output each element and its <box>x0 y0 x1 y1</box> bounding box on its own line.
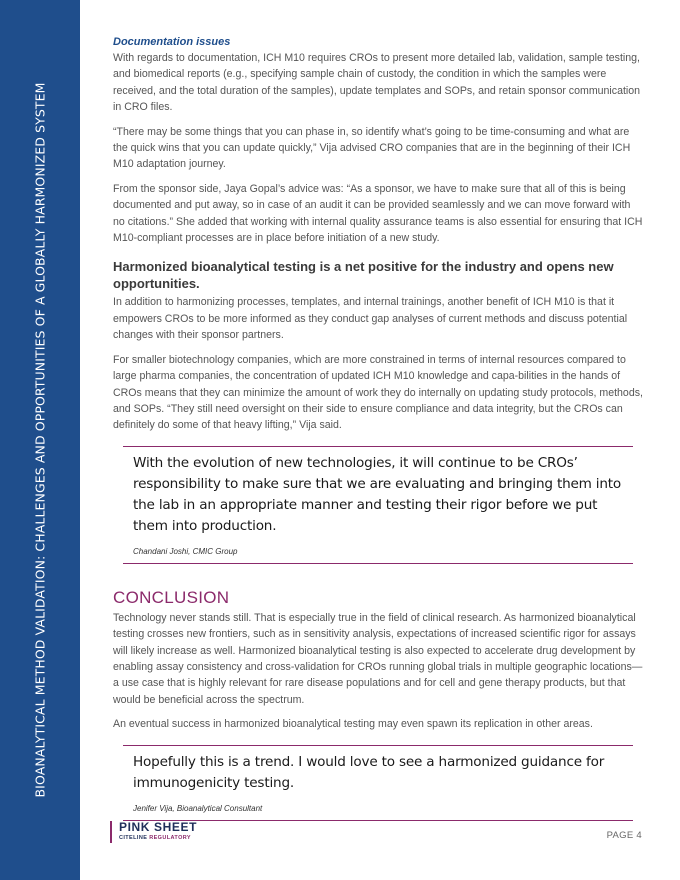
conclusion-heading: CONCLUSION <box>113 587 230 607</box>
documentation-paragraph-3: From the sponsor side, Jaya Gopal’s advice was: “As a sponsor, we have to make sure that all of this is being documented and put away, so in case of an audit it can be provided seamlessly and we can move forward with no citations.” She added that working with internal quality assurance teams is also essential for ensuring that ICH M10-compliant processes are in place before initiation of a new study. <box>113 182 643 245</box>
harmonized-paragraph-2: For smaller biotechnology companies, which are more constrained in terms of internal resources compared to large pharma companies, the concentration of updated ICH M10 knowledge and capa-bilities in the hands of CROs means that they can minimize the amount of work they do internally on updating study protocols, methods, and SOPs. “They still need oversight on their side to ensure compliance and data integrity, but the CROs can definitely do some of that heavy lifting,” Vija said. <box>113 353 643 432</box>
sidebar <box>0 0 80 880</box>
logo-subtitle-accent: REGULATORY <box>149 835 191 841</box>
conclusion-paragraph-2: An eventual success in harmonized bioanalytical testing may even spawn its replication in other areas. <box>113 718 593 731</box>
pull-quote-text: Hopefully this is a trend. I would love to see a harmonized guidance for immunogenicity testing. <box>133 753 605 791</box>
harmonized-paragraph-1: In addition to harmonizing processes, templates, and internal trainings, another benefit of ICH M10 is that it empowers CROs to be more informed as they conduct gap analyses of current methods and discuss potential changes with their sponsor partners. <box>113 296 628 342</box>
pull-quote-vija <box>123 745 633 821</box>
documentation-heading: Documentation issues <box>113 36 231 48</box>
logo-wordmark: PINK SHEET <box>119 820 198 834</box>
documentation-paragraph-1: With regards to documentation, ICH M10 requires CROs to present more detailed lab, validation, sample testing, and biomedical reports (e.g., specifying sample chain of custody, the condition in which the samples were received, and the total duration of the samples), update templates and SOPs, and retain sponsor communication in CRO files. <box>113 52 641 114</box>
pull-quote-joshi <box>123 446 633 564</box>
pull-quote-attribution: Jenifer Vija, Bioanalytical Consultant <box>133 803 263 813</box>
page-number: PAGE 4 <box>606 830 642 841</box>
pull-quote-text: With the evolution of new technologies, it will continue to be CROs’ responsibility to make sure that we are evaluating and bringing them into the lab in an appropriate manner and testing their rigor before we put them into production. <box>133 454 622 534</box>
main-content <box>113 36 643 833</box>
pink-sheet-logo[interactable] <box>110 821 197 843</box>
pull-quote-attribution: Chandani Joshi, CMIC Group <box>133 546 238 556</box>
documentation-paragraph-2: “There may be some things that you can phase in, so identify what’s going to be time-consuming and what are the quick wins that you can update quickly,” Vija advised CRO companies that are in the beginning of their ICH M10 adaptation journey. <box>113 125 631 171</box>
conclusion-paragraph-1: Technology never stands still. That is especially true in the field of clinical research. As harmonized bioanalytical testing crosses new frontiers, such as in sensitivity analysis, expectations of increased scientific rigor for assays will likely increase as well. Harmonized bioanalytical testing is also expected to accelerate drug development by enabling assay consistency and cross-validation for CROs running global trials in multiple geographic locations—a use case that is highly relevant for rare disease populations and for cell and gene therapy products, but that would be beneficial across the spectrum. <box>113 611 643 706</box>
sidebar-title: BIOANALYTICAL METHOD VALIDATION: CHALLENGES AND OPPORTUNITIES OF A GLOBALLY HARMONIZED SYSTEM <box>32 82 48 798</box>
logo-subtitle <box>119 834 197 842</box>
harmonized-heading: Harmonized bioanalytical testing is a net positive for the industry and opens new opportunities. <box>113 259 614 292</box>
logo-subtitle-prefix: CITELINE <box>119 835 148 841</box>
